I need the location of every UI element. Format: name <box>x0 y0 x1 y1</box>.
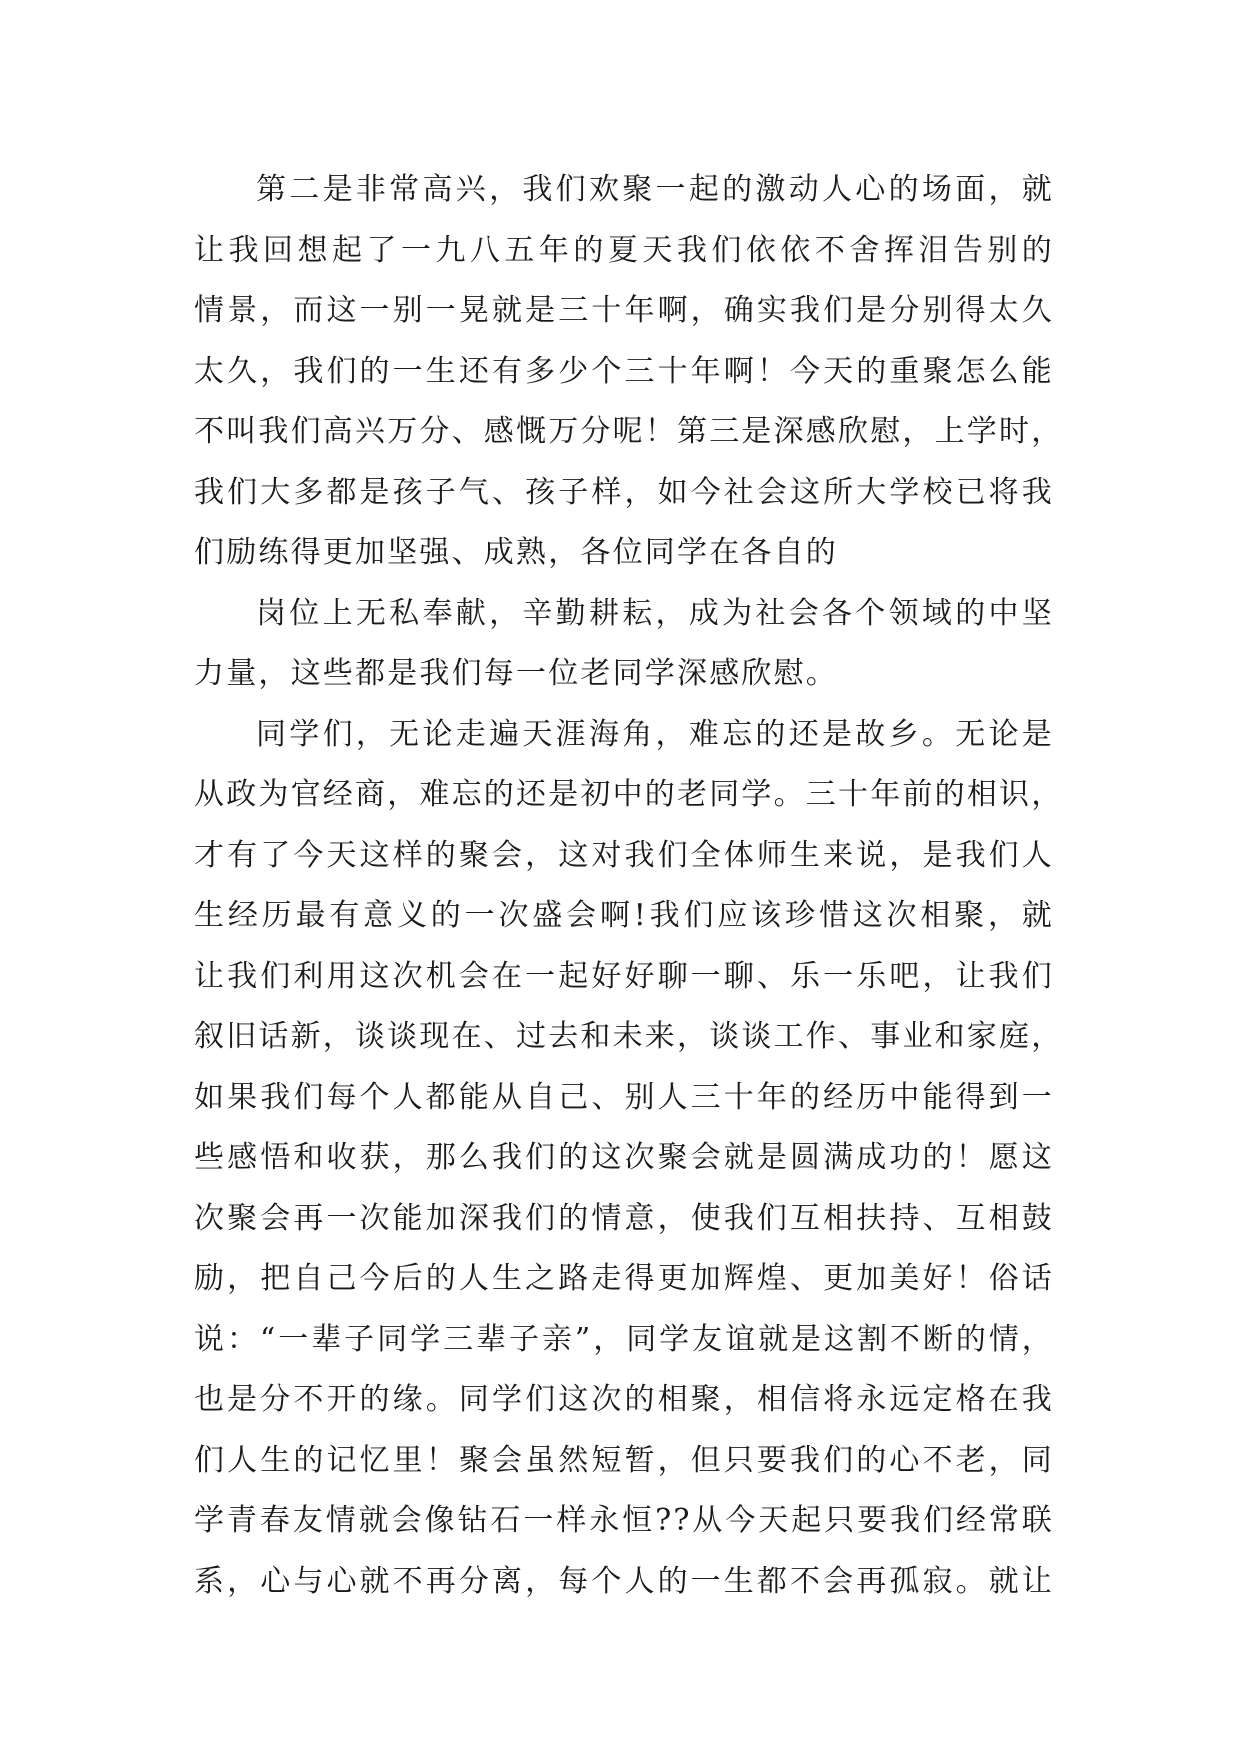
paragraph-3 <box>194 705 1064 1613</box>
text-line: 岗位上无私奉献，辛勤耕耘，成为社会各个领域的中坚 <box>256 595 1054 631</box>
text-line: 从政为官经商，难忘的还是初中的老同学。三十年前的相识， <box>194 777 1064 812</box>
text-line: 才有了今天这样的聚会，这对我们全体师生来说，是我们人 <box>194 837 1054 873</box>
paragraph-2 <box>194 584 1054 705</box>
text-line: 如果我们每个人都能从自己、别人三十年的经历中能得到一 <box>194 1079 1054 1115</box>
text-line: 我们大多都是孩子气、孩子样，如今社会这所大学校已将我 <box>194 474 1054 510</box>
text-line: 些感悟和收获，那么我们的这次聚会就是圆满成功的！愿这 <box>194 1140 1054 1175</box>
text-line: 让我回想起了一九八五年的夏天我们依依不舍挥泪告别的 <box>194 232 1054 268</box>
paragraph-1 <box>194 160 1064 584</box>
body-text <box>194 160 1064 1612</box>
text-line: 力量，这些都是我们每一位老同学深感欣慰。 <box>194 656 838 691</box>
text-line: 同学们，无论走遍天涯海角，难忘的还是故乡。无论是 <box>256 716 1054 752</box>
text-line: 们励练得更加坚强、成熟，各位同学在各自的 <box>194 535 838 570</box>
text-line: 第二是非常高兴，我们欢聚一起的激动人心的场面，就 <box>256 172 1054 207</box>
text-line: 学青春友情就会像钻石一样永恒??从今天起只要我们经常联 <box>194 1503 1054 1538</box>
text-line: 励，把自己今后的人生之路走得更加辉煌、更加美好！俗话 <box>194 1261 1054 1296</box>
text-line: 也是分不开的缘。同学们这次的相聚，相信将永远定格在我 <box>194 1382 1054 1417</box>
text-line: 让我们利用这次机会在一起好好聊一聊、乐一乐吧，让我们 <box>194 958 1054 994</box>
text-line: 太久，我们的一生还有多少个三十年啊！今天的重聚怎么能 <box>194 353 1054 389</box>
text-line: 不叫我们高兴万分、感慨万分呢！第三是深感欣慰，上学时， <box>194 414 1064 449</box>
text-line: 次聚会再一次能加深我们的情意，使我们互相扶持、互相鼓 <box>194 1200 1054 1236</box>
text-line: 情景，而这一别一晃就是三十年啊，确实我们是分别得太久 <box>194 293 1054 328</box>
text-line: 们人生的记忆里！聚会虽然短暂，但只要我们的心不老，同 <box>194 1442 1054 1478</box>
text-line: 叙旧话新，谈谈现在、过去和未来，谈谈工作、事业和家庭， <box>194 1019 1064 1054</box>
text-line: 生经历最有意义的一次盛会啊!我们应该珍惜这次相聚，就 <box>194 898 1054 933</box>
text-line: 说：“一辈子同学三辈子亲”，同学友谊就是这割不断的情， <box>194 1321 1054 1357</box>
text-line: 系，心与心就不再分离，每个人的一生都不会再孤寂。就让 <box>194 1563 1054 1599</box>
